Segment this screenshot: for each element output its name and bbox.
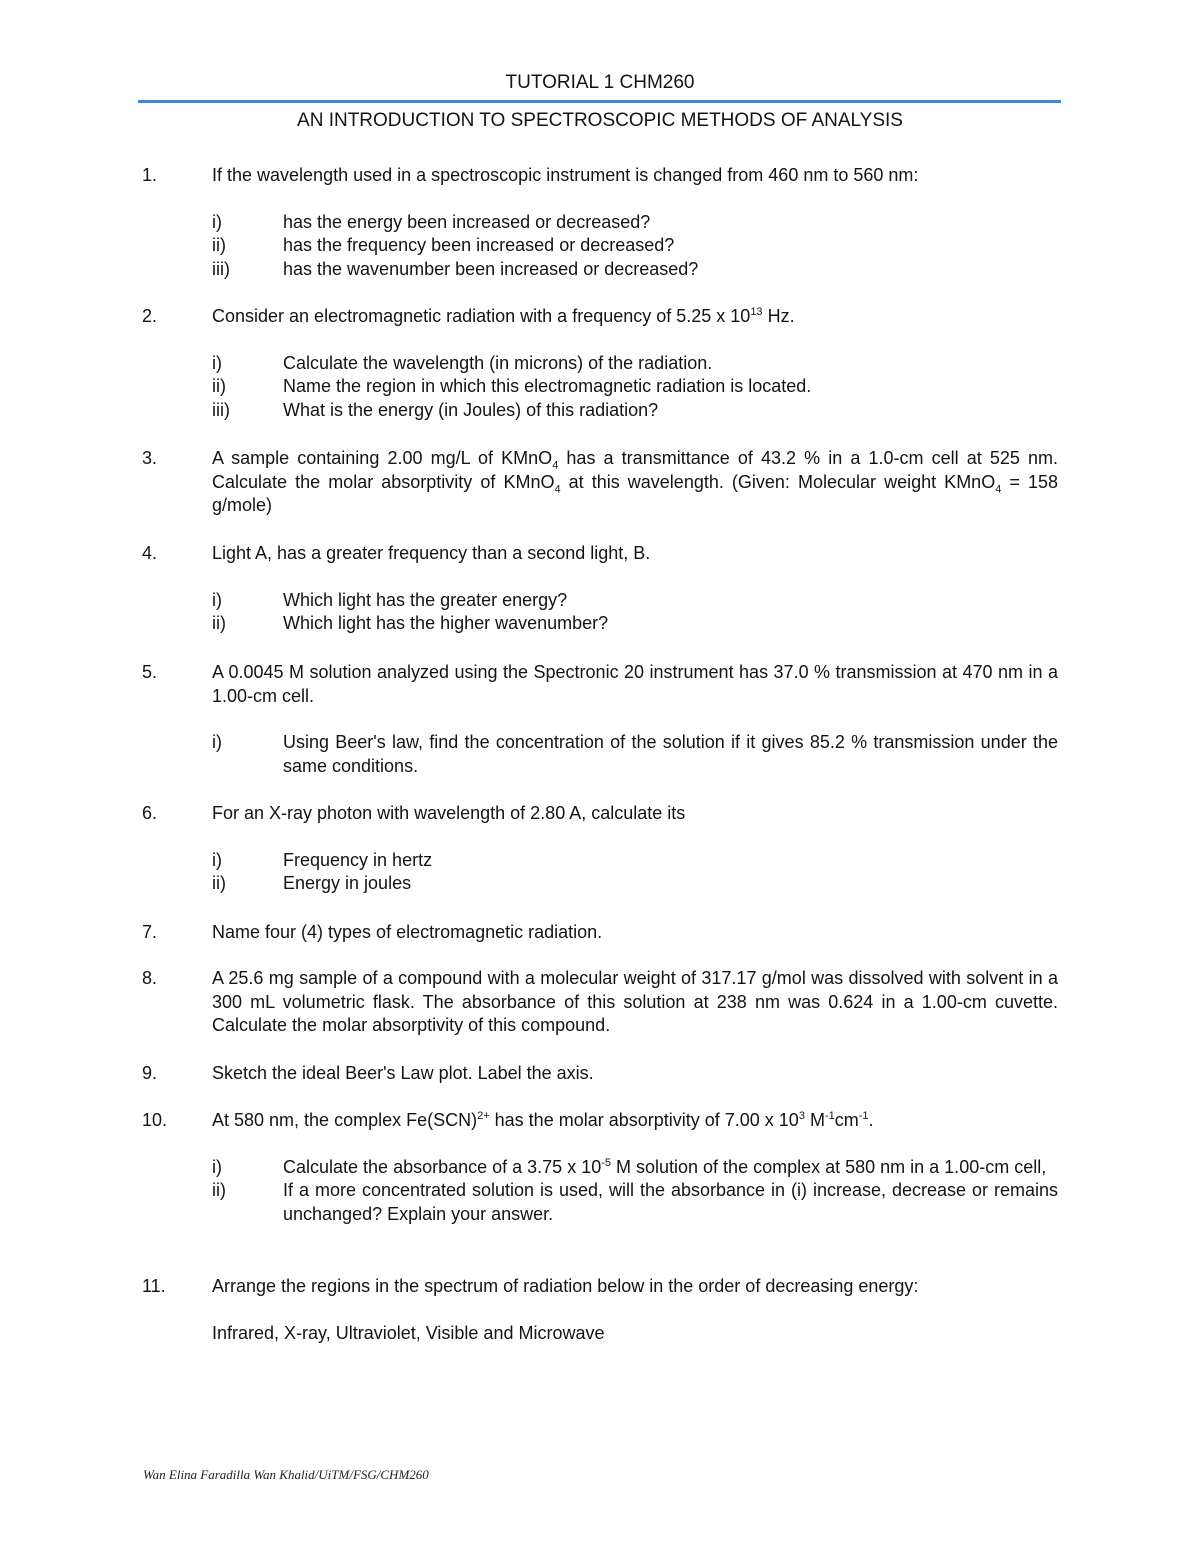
sub-question-number: i) xyxy=(212,849,222,870)
sub-question-number: ii) xyxy=(212,376,226,396)
sub-question xyxy=(142,849,1058,873)
sub-question-text: What is the energy (in Joules) of this radiation? xyxy=(283,399,659,420)
sub-question xyxy=(142,589,1058,613)
question-1 xyxy=(142,164,1058,281)
sub-question-number: ii) xyxy=(212,1180,226,1200)
question-7 xyxy=(142,921,1058,945)
question-number: 4. xyxy=(142,543,158,563)
sub-question-text: Which light has the higher wavenumber? xyxy=(283,613,609,633)
sub-question xyxy=(142,234,1058,258)
sub-question xyxy=(142,1179,1058,1226)
page-footer: Wan Elina Faradilla Wan Khalid/UiTM/FSG/CHM260 xyxy=(143,1467,429,1482)
sub-question-text: has the frequency been increased or decreased? xyxy=(283,235,675,255)
sub-question-text: has the energy been increased or decreased? xyxy=(283,211,651,232)
question-text: A 25.6 mg sample of a compound with a molecular weight of 317.17 g/mol was dissolved with solvent in a 300 mL volumetric flask. The absorbance of this solution at 238 nm was 0.624 in a 1.00-cm cuvette. Calculate the molar absorptivity of this compound. xyxy=(212,968,1058,1035)
question-text: Light A, has a greater frequency than a second light, B. xyxy=(212,543,651,563)
sub-question-text: Calculate the wavelength (in microns) of the radiation. xyxy=(283,352,713,373)
question-number: 7. xyxy=(142,922,158,942)
sub-question xyxy=(142,375,1058,399)
sub-question-number: ii) xyxy=(212,873,226,893)
sub-question xyxy=(142,399,1058,423)
sub-question xyxy=(142,872,1058,896)
sub-question-text: Which light has the greater energy? xyxy=(283,589,568,610)
sub-question-text: Calculate the absorbance of a 3.75 x $10^{-5}$ M solution of the complex at 580 nm in a 1.00-cm cell, xyxy=(283,1156,1047,1177)
sub-question-text: Frequency in hertz xyxy=(283,849,433,870)
question-2 xyxy=(142,305,1058,422)
sub-question-number: i) xyxy=(212,1156,222,1177)
sub-question-number: iii) xyxy=(212,258,230,279)
sub-question-number: i) xyxy=(212,732,222,752)
exponent: 13 xyxy=(750,306,763,318)
question-text: Name four (4) types of electromagnetic radiation. xyxy=(212,922,603,942)
question-number: 6. xyxy=(142,803,158,823)
question-text: Arrange the regions in the spectrum of radiation below in the order of decreasing energy: xyxy=(212,1276,919,1296)
sub-question-text: Name the region in which this electromagnetic radiation is located. xyxy=(283,376,812,396)
sub-question xyxy=(142,352,1058,376)
question-number: 3. xyxy=(142,448,158,468)
question-text: At 580 nm, the complex Fe(SCN)$^{2+}$ has the molar absorptivity of 7.00 x $10^3$ $M^{-1}cm^{-1}$. xyxy=(212,1110,874,1130)
question-6 xyxy=(142,802,1058,896)
sub-question-number: ii) xyxy=(212,613,226,633)
question-text: For an X-ray photon with wavelength of 2.80 A, calculate its xyxy=(212,803,686,823)
question-text: Consider an electromagnetic radiation with a frequency of 5.25 x $10^{13}$ Hz. xyxy=(212,306,795,326)
question-11 xyxy=(142,1275,1058,1345)
question-10 xyxy=(142,1109,1058,1226)
sub-question-number: i) xyxy=(212,352,222,373)
question-number: 1. xyxy=(142,165,158,185)
sub-question-text: Using Beer's law, find the concentration of the solution if it gives 85.2 % transmission under the same conditions. xyxy=(283,732,1058,776)
sub-question-text: Energy in joules xyxy=(283,873,412,893)
sub-question xyxy=(142,258,1058,282)
sub-question-text: If a more concentrated solution is used, will the absorbance in (i) increase, decrease or remains unchanged? Explain your answer. xyxy=(283,1180,1058,1224)
page-subtitle: AN INTRODUCTION TO SPECTROSCOPIC METHODS OF ANALYSIS xyxy=(297,110,903,131)
question-5 xyxy=(142,661,1058,778)
sub-question-number: i) xyxy=(212,589,222,610)
question-number: 8. xyxy=(142,968,158,988)
question-text: A sample containing 2.00 mg/L of KMnO$_4$ has a transmittance of 43.2 % in a 1.0-cm cell at 525 nm. Calculate the molar absorptivity of KMnO$_4$ at this wavelength. (Given: Molecular weight KMnO$_4$ = 158 g/mole) xyxy=(212,448,1058,515)
question-number: 2. xyxy=(142,306,158,326)
sub-question-text: has the wavenumber been increased or decreased? xyxy=(283,258,699,279)
question-text: If the wavelength used in a spectroscopic instrument is changed from 460 nm to 560 nm: xyxy=(212,165,919,185)
sub-question-number: i) xyxy=(212,211,222,232)
question-3 xyxy=(142,447,1058,518)
sub-question xyxy=(142,731,1058,778)
question-number: 5. xyxy=(142,662,158,682)
sub-question xyxy=(142,211,1058,235)
question-number: 11. xyxy=(142,1276,166,1296)
sub-question-number: ii) xyxy=(212,235,226,255)
question-text: A 0.0045 M solution analyzed using the Spectronic 20 instrument has 37.0 % transmission at 470 nm in a 1.00-cm cell. xyxy=(212,662,1058,706)
question-number: 10. xyxy=(142,1110,168,1130)
question-8 xyxy=(142,967,1058,1038)
answer-list: Infrared, X-ray, Ultraviolet, Visible and Microwave xyxy=(212,1322,605,1343)
page-title: TUTORIAL 1 CHM260 xyxy=(505,72,695,93)
question-text: Sketch the ideal Beer's Law plot. Label the axis. xyxy=(212,1063,594,1083)
question-9 xyxy=(142,1062,1058,1086)
sub-question xyxy=(142,1156,1058,1180)
title-underline xyxy=(138,100,1061,103)
sub-question-number: iii) xyxy=(212,399,230,420)
sub-question xyxy=(142,612,1058,636)
question-4 xyxy=(142,542,1058,636)
question-number: 9. xyxy=(142,1063,158,1083)
